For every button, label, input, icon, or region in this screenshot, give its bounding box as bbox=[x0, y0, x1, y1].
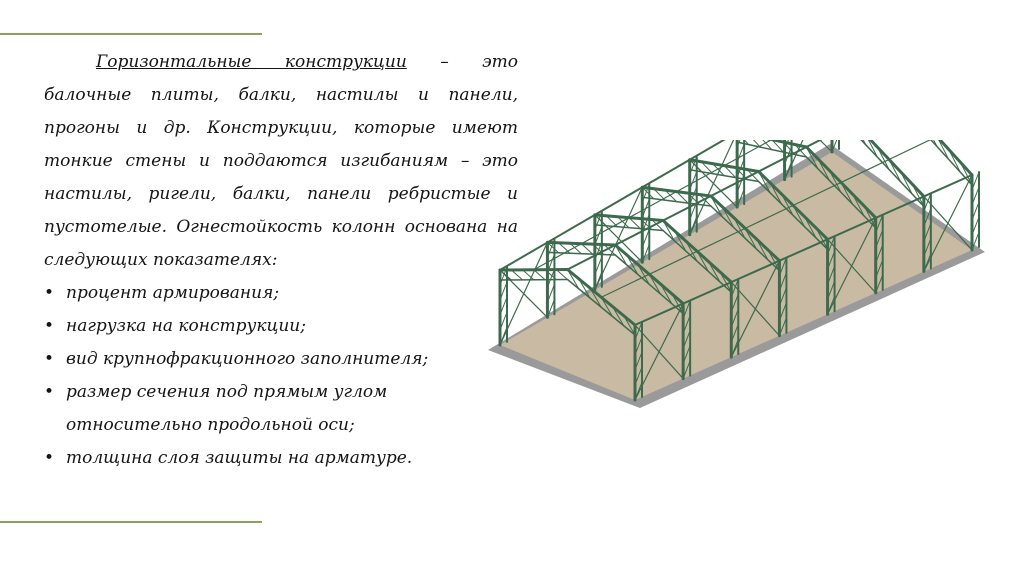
list-item bbox=[44, 376, 518, 442]
bullet-icon: • bbox=[44, 448, 55, 468]
bullet-icon: • bbox=[44, 283, 55, 303]
definition-text: – это балочные плиты, балки, настилы и панели, прогоны и др. Конструкции, которые имеют тонкие стены и поддаются изгибаниям – это настилы, ригели, балки, панели ребристые и пустотелые. Огнестойкость колонн основана на следующих показателях: bbox=[44, 52, 519, 270]
list-item-text: процент армирования; bbox=[66, 283, 280, 303]
steel-frame-building-illustration bbox=[480, 140, 1010, 410]
bullet-icon: • bbox=[44, 316, 55, 336]
indicator-list bbox=[44, 277, 518, 475]
top-accent-rule bbox=[0, 33, 262, 35]
list-item bbox=[44, 343, 518, 376]
list-item-text: вид крупнофракционного заполнителя; bbox=[66, 349, 429, 369]
bullet-icon: • bbox=[44, 382, 55, 402]
slide-text bbox=[44, 46, 518, 475]
definition-paragraph bbox=[44, 46, 518, 277]
list-item bbox=[44, 277, 518, 310]
list-item-text: нагрузка на конструкции; bbox=[66, 316, 306, 336]
list-item bbox=[44, 442, 518, 475]
term-heading: Горизонтальные конструкции bbox=[96, 52, 407, 72]
bullet-icon: • bbox=[44, 349, 55, 369]
list-item bbox=[44, 310, 518, 343]
list-item-text: размер сечения под прямым углом относительно продольной оси; bbox=[66, 382, 388, 435]
bottom-accent-rule bbox=[0, 521, 262, 523]
list-item-text: толщина слоя защиты на арматуре. bbox=[66, 448, 413, 468]
